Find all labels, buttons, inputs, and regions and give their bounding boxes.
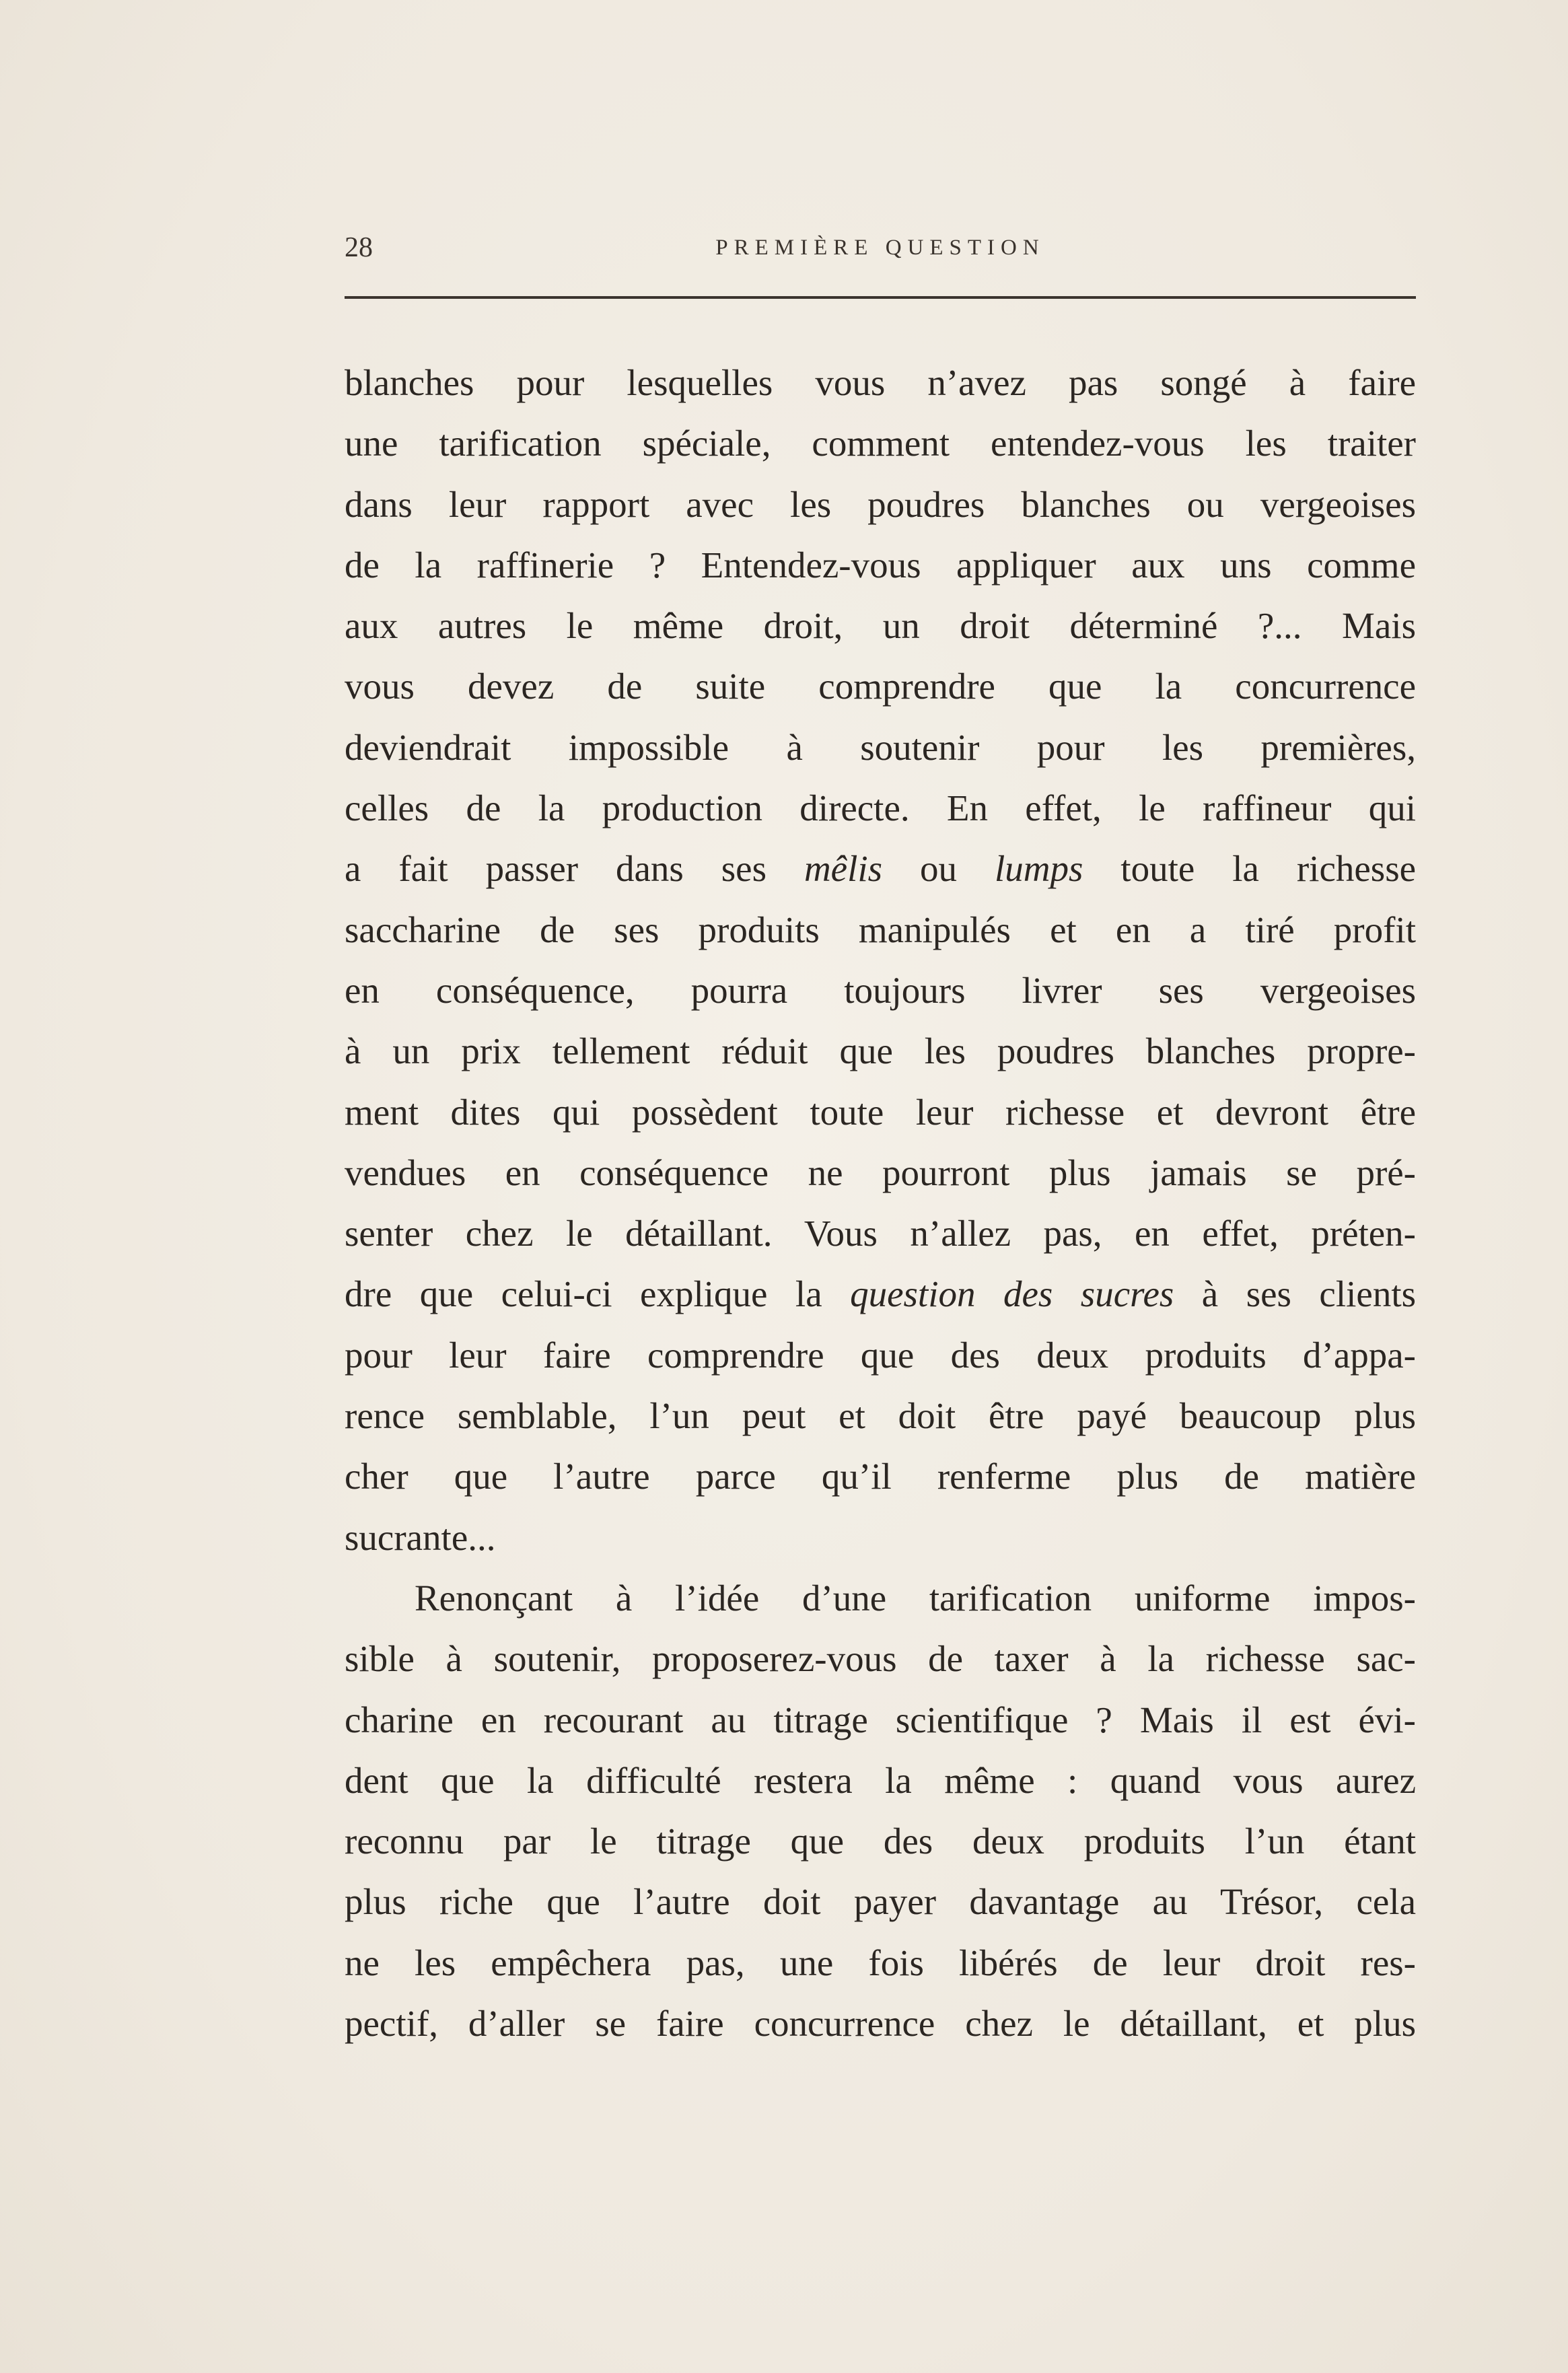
text-line: cher que l’autre parce qu’il renferme plus de matière <box>345 1456 1416 1497</box>
text-line: dans leur rapport avec les poudres blanches ou vergeoises <box>345 483 1416 525</box>
italic-term: mêlis <box>804 848 883 890</box>
text-line: à un prix tellement réduit que les poudres blanches propre- <box>345 1030 1416 1072</box>
text-line: celles de la production directe. En effet, le raffineur qui <box>345 787 1416 829</box>
text-run: a fait passer dans ses <box>345 848 804 890</box>
text-line <box>345 839 1416 899</box>
text-line: blanches pour lesquelles vous n’avez pas songé à faire <box>345 362 1416 403</box>
running-head <box>345 227 1416 268</box>
page-number: 28 <box>345 232 373 263</box>
text-line: sible à soutenir, proposerez-vous de taxer à la richesse sac- <box>345 1638 1416 1680</box>
text-line: une tarification spéciale, comment entendez-vous les traiter <box>345 423 1416 464</box>
text-line: pour leur faire comprendre que des deux produits d’appa- <box>345 1334 1416 1376</box>
text-line: en conséquence, pourra toujours livrer ses vergeoises <box>345 969 1416 1011</box>
text-line: dent que la difficulté restera la même : quand vous aurez <box>345 1759 1416 1801</box>
text-line: aux autres le même droit, un droit déterminé ?... Mais <box>345 605 1416 647</box>
text-run: ou <box>882 848 995 890</box>
text-line: rence semblable, l’un peut et doit être payé beaucoup plus <box>345 1395 1416 1437</box>
italic-term: question des sucres <box>850 1273 1174 1315</box>
text-line: pectif, d’aller se faire concurrence chez le détaillant, et plus <box>345 2003 1416 2045</box>
text-line: de la raffinerie ? Entendez-vous appliquer aux uns comme <box>345 544 1416 586</box>
text-run: dre que celui-ci explique la <box>345 1273 851 1315</box>
header-rule <box>345 296 1416 299</box>
body-text <box>345 353 1416 2054</box>
text-line: reconnu par le titrage que des deux produits l’un étant <box>345 1820 1416 1862</box>
text-run: à ses clients <box>1174 1273 1416 1315</box>
text-line: saccharine de ses produits manipulés et en a tiré profit <box>345 909 1416 950</box>
running-title: PREMIÈRE QUESTION <box>715 236 1045 260</box>
text-line <box>345 1264 1416 1324</box>
text-line: ment dites qui possèdent toute leur richesse et devront être <box>345 1091 1416 1133</box>
text-line: charine en recourant au titrage scientifique ? Mais il est évi- <box>345 1699 1416 1740</box>
text-line: senter chez le détaillant. Vous n’allez pas, en effet, préten- <box>345 1213 1416 1254</box>
paragraph-start-line: Renonçant à l’idée d’une tarification uniforme impos- <box>415 1577 1416 1619</box>
text-line: deviendrait impossible à soutenir pour les premières, <box>345 726 1416 768</box>
text-line: vendues en conséquence ne pourront plus jamais se pré- <box>345 1152 1416 1193</box>
paragraph-end-line: sucrante... <box>345 1516 496 1558</box>
text-run: toute la richesse <box>1083 848 1416 890</box>
italic-term: lumps <box>994 848 1083 890</box>
text-line: ne les empêchera pas, une fois libérés de leur droit res- <box>345 1942 1416 1983</box>
text-line: plus riche que l’autre doit payer davantage au Trésor, cela <box>345 1881 1416 1923</box>
text-line: vous devez de suite comprendre que la concurrence <box>345 666 1416 707</box>
